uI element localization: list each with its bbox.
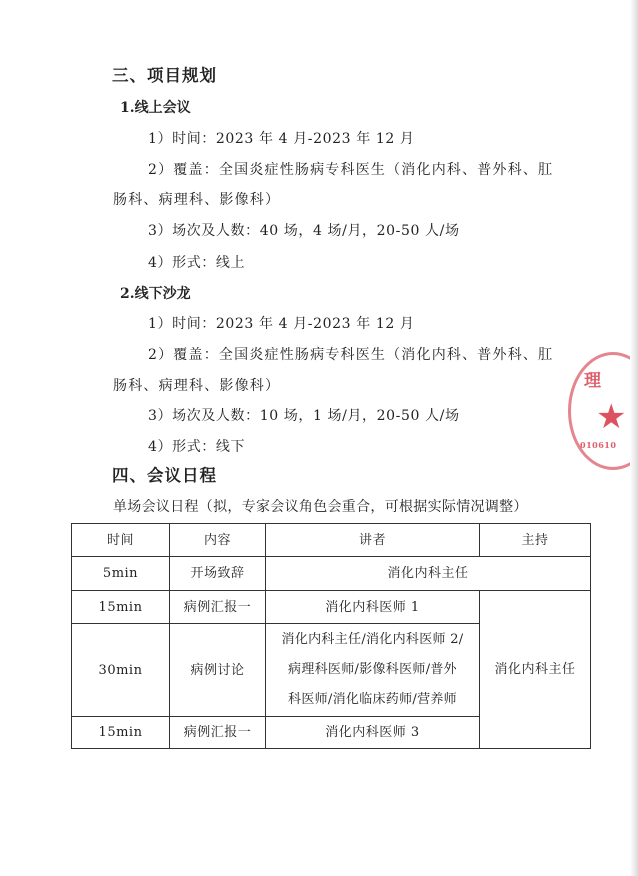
cell-time: 15min xyxy=(72,717,170,749)
page-edge-shadow xyxy=(630,0,638,876)
speaker-line: 消化内科主任/消化内科医师 2/ xyxy=(281,632,464,647)
cell-content: 病例讨论 xyxy=(170,624,266,717)
online-time: 1）时间：2023 年 4 月-2023 年 12 月 xyxy=(148,131,415,147)
cell-speaker: 消化内科医师 1 xyxy=(266,591,480,624)
agenda-note: 单场会议日程（拟，专家会议角色会重合，可根据实际情况调整） xyxy=(113,499,528,515)
agenda-table xyxy=(71,523,591,749)
cell-speaker: 消化内科主任 xyxy=(266,557,591,591)
cell-time: 15min xyxy=(72,591,170,624)
offline-time: 1）时间：2023 年 4 月-2023 年 12 月 xyxy=(148,316,415,332)
cell-content: 病例汇报一 xyxy=(170,717,266,749)
seal-character: 理 xyxy=(584,371,603,391)
cell-speaker-multiline xyxy=(266,624,480,717)
cell-time: 30min xyxy=(72,624,170,717)
offline-coverage-cont: 肠科、病理科、影像科） xyxy=(113,378,281,394)
table-row xyxy=(72,591,591,624)
seal-number: 010610 xyxy=(580,440,617,450)
speaker-line: 病理科医师/影像科医师/普外 xyxy=(288,662,457,677)
table-header-row xyxy=(72,524,591,557)
cell-content: 病例汇报一 xyxy=(170,591,266,624)
cell-time: 5min xyxy=(72,557,170,591)
table-row xyxy=(72,557,591,591)
cell-speaker: 消化内科医师 3 xyxy=(266,717,480,749)
header-host: 主持 xyxy=(480,524,591,557)
header-content: 内容 xyxy=(170,524,266,557)
cell-content: 开场致辞 xyxy=(170,557,266,591)
offline-format: 4）形式：线下 xyxy=(148,439,246,455)
section-title-agenda: 四、会议日程 xyxy=(112,466,217,485)
online-format: 4）形式：线上 xyxy=(148,255,246,271)
online-sessions: 3）场次及人数：40 场，4 场/月，20-50 人/场 xyxy=(148,223,460,239)
header-time: 时间 xyxy=(72,524,170,557)
subsection-title-online: 1.线上会议 xyxy=(120,100,191,116)
offline-sessions: 3）场次及人数：10 场，1 场/月，20-50 人/场 xyxy=(148,408,460,424)
offline-coverage: 2）覆盖：全国炎症性肠病专科医生（消化内科、普外科、肛 xyxy=(148,347,554,363)
online-coverage: 2）覆盖：全国炎症性肠病专科医生（消化内科、普外科、肛 xyxy=(148,162,554,178)
speaker-line: 科医师/消化临床药师/营养师 xyxy=(288,692,457,707)
header-speaker: 讲者 xyxy=(266,524,480,557)
seal-star-icon: ★ xyxy=(596,397,627,437)
section-title-plan: 三、项目规划 xyxy=(112,66,217,85)
subsection-title-offline: 2.线下沙龙 xyxy=(120,286,191,302)
online-coverage-cont: 肠科、病理科、影像科） xyxy=(113,192,281,208)
cell-host: 消化内科主任 xyxy=(480,591,591,749)
